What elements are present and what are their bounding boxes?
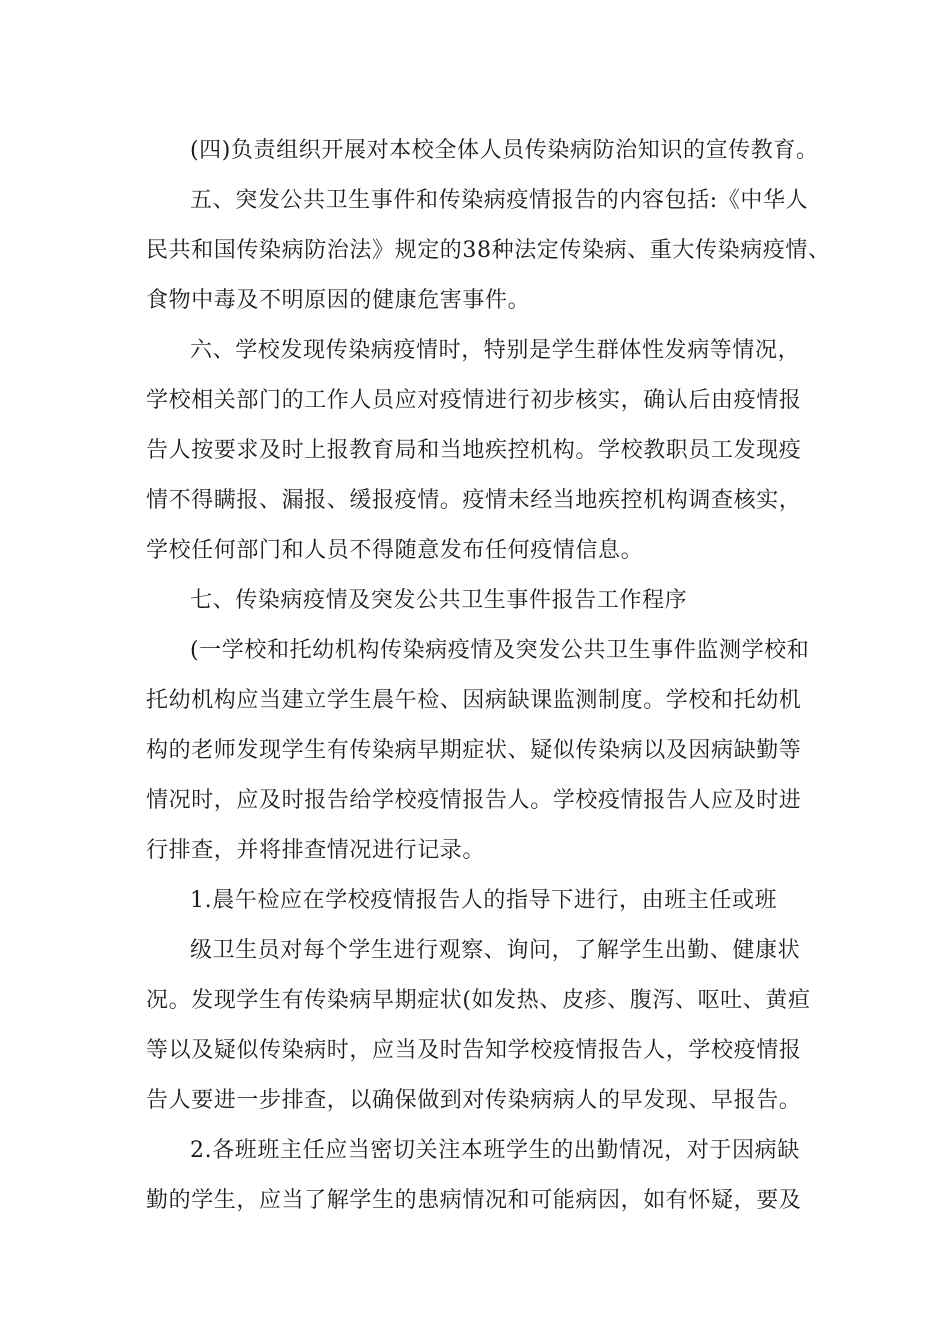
text-line: 行排查，并将排查情况进行记录。 bbox=[146, 838, 486, 863]
text-line: 级卫生员对每个学生进行观察、询问，了解学生出勤、健康状 bbox=[190, 938, 801, 963]
text-line: 情况时，应及时报告给学校疫情报告人。学校疫情报告人应及时进 bbox=[146, 788, 802, 813]
text-line: 五、突发公共卫生事件和传染病疫情报告的内容包括:《中华人 bbox=[190, 188, 809, 213]
text-line: 食物中毒及不明原因的健康危害事件。 bbox=[146, 288, 531, 313]
text-line: 况。发现学生有传染病早期症状(如发热、皮疹、腹泻、呕吐、黄疸 bbox=[146, 988, 811, 1013]
text-line: (四)负责组织开展对本校全体人员传染病防治知识的宣传教育。 bbox=[190, 138, 819, 163]
text-line: 学校任何部门和人员不得随意发布任何疫情信息。 bbox=[146, 538, 644, 563]
text-line: 民共和国传染病防治法》规定的38种法定传染病、重大传染病疫情、 bbox=[146, 238, 831, 263]
text-line: 1.晨午检应在学校疫情报告人的指导下进行，由班主任或班 bbox=[190, 888, 778, 913]
text-line: 学校相关部门的工作人员应对疫情进行初步核实，确认后由疫情报 bbox=[146, 388, 802, 413]
text-line: 构的老师发现学生有传染病早期症状、疑似传染病以及因病缺勤等 bbox=[146, 738, 802, 763]
text-line: 2.各班班主任应当密切关注本班学生的出勤情况，对于因病缺 bbox=[190, 1138, 800, 1163]
text-line: 托幼机构应当建立学生晨午检、因病缺课监测制度。学校和托幼机 bbox=[146, 688, 802, 713]
text-line: 告人要进一步排查，以确保做到对传染病病人的早发现、早报告。 bbox=[146, 1088, 802, 1113]
text-line: (一学校和托幼机构传染病疫情及突发公共卫生事件监测学校和 bbox=[190, 638, 810, 663]
text-line: 告人按要求及时上报教育局和当地疾控机构。学校教职员工发现疫 bbox=[146, 438, 802, 463]
text-line: 六、学校发现传染病疫情时，特别是学生群体性发病等情况， bbox=[190, 338, 801, 363]
text-line: 情不得瞒报、漏报、缓报疫情。疫情未经当地疾控机构调查核实， bbox=[146, 488, 802, 513]
text-line: 七、传染病疫情及突发公共卫生事件报告工作程序 bbox=[190, 588, 688, 613]
text-line: 勤的学生，应当了解学生的患病情况和可能病因，如有怀疑，要及 bbox=[146, 1188, 802, 1213]
text-line: 等以及疑似传染病时，应当及时告知学校疫情报告人，学校疫情报 bbox=[146, 1038, 802, 1063]
